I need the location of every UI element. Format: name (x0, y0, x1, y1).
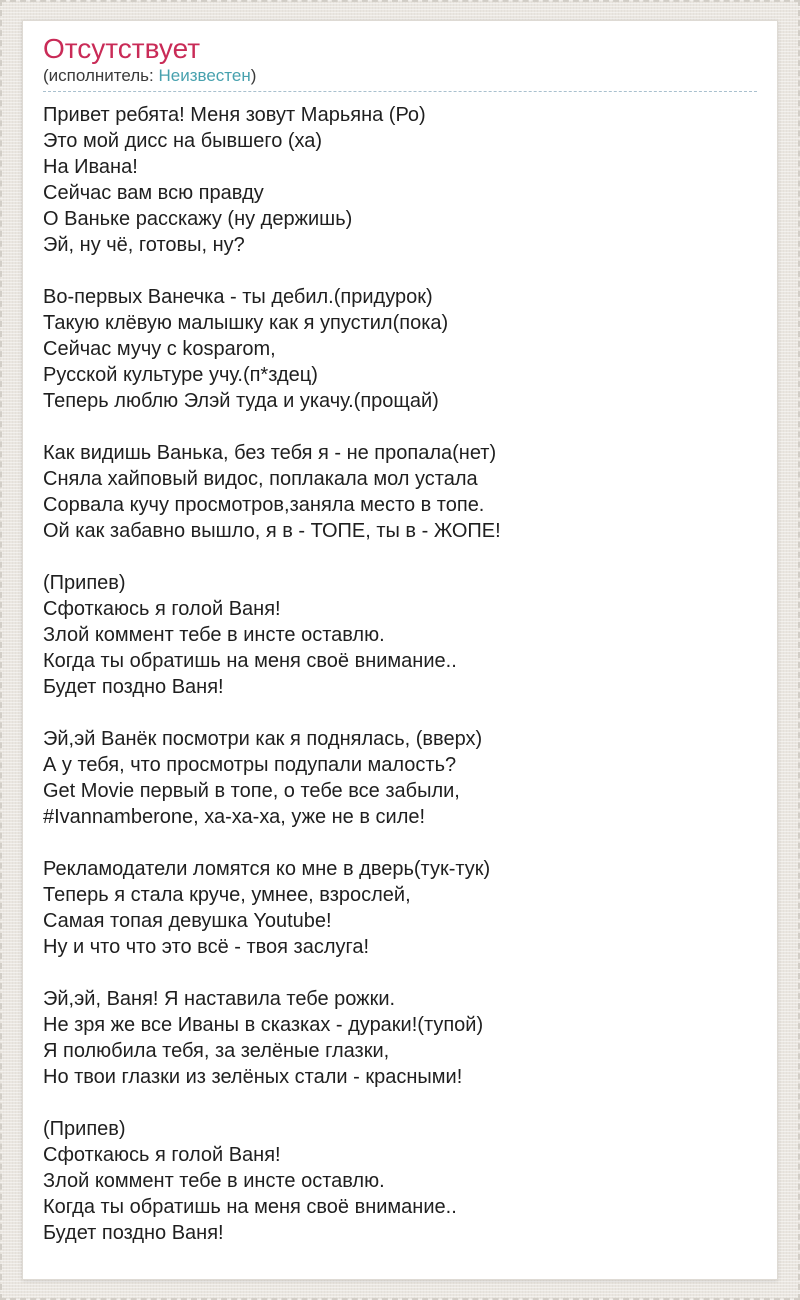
lyric-line: Я полюбила тебя, за зелёные глазки, (43, 1040, 390, 1062)
lyric-line: Рекламодатели ломятся ко мне в дверь(тук-тук) (43, 858, 491, 880)
stanza (43, 726, 757, 830)
artist-suffix: ) (250, 66, 257, 85)
stanza (43, 570, 757, 700)
lyric-line: (Припев) (43, 572, 126, 594)
lyrics (43, 102, 757, 1246)
lyric-line: Не зря же все Иваны в сказках - дураки!(тупой) (43, 1014, 484, 1036)
lyric-line: Будет поздно Ваня! (43, 676, 224, 698)
lyric-line: О Ваньке расскажу (ну держишь) (43, 208, 353, 230)
lyric-line: Теперь люблю Элэй туда и укачу.(прощай) (43, 390, 439, 412)
lyric-line: Сейчас вам всю правду (43, 182, 264, 204)
lyric-line: Эй,эй, Ваня! Я наставила тебе рожки. (43, 988, 396, 1010)
lyric-line: Сорвала кучу просмотров,заняла место в топе. (43, 494, 485, 516)
lyric-line: Во-первых Ванечка - ты дебил.(придурок) (43, 286, 433, 308)
lyric-line: Когда ты обратишь на меня своё внимание.. (43, 1196, 457, 1218)
stanza (43, 284, 757, 414)
lyric-line: #Ivannamberone, ха-ха-ха, уже не в силе! (43, 806, 426, 828)
lyric-line: Эй, ну чё, готовы, ну? (43, 234, 245, 256)
lyric-line: Злой коммент тебе в инсте оставлю. (43, 1170, 385, 1192)
artist-link[interactable]: Неизвестен (158, 66, 251, 85)
lyric-line: Привет ребята! Меня зовут Марьяна (Ро) (43, 104, 426, 126)
lyric-line: Сфоткаюсь я голой Ваня! (43, 598, 281, 620)
lyric-line: Get Movie первый в топе, о тебе все забыли, (43, 780, 460, 802)
lyric-line: Будет поздно Ваня! (43, 1222, 224, 1244)
lyric-line: Такую клёвую малышку как я упустил(пока) (43, 312, 449, 334)
lyric-line: Злой коммент тебе в инсте оставлю. (43, 624, 385, 646)
lyrics-card (22, 20, 778, 1280)
lyric-line: Ой как забавно вышло, я в - ТОПЕ, ты в - ЖОПЕ! (43, 520, 501, 542)
stanza (43, 102, 757, 258)
lyric-line: Русской культуре учу.(п*здец) (43, 364, 318, 386)
stanza (43, 440, 757, 544)
lyric-line: Ну и что что это всё - твоя заслуга! (43, 936, 370, 958)
stanza (43, 856, 757, 960)
artist-prefix: (исполнитель: (43, 66, 159, 85)
lyric-line: Сфоткаюсь я голой Ваня! (43, 1144, 281, 1166)
stanza (43, 986, 757, 1090)
stanza (43, 1116, 757, 1246)
lyric-line: Самая топая девушка Youtube! (43, 910, 332, 932)
lyric-line: Теперь я стала круче, умнее, взрослей, (43, 884, 411, 906)
lyric-line: Сейчас мучу с kosparom, (43, 338, 276, 360)
song-header (43, 35, 757, 92)
lyric-line: А у тебя, что просмотры подупали малость? (43, 754, 457, 776)
lyric-line: Сняла хайповый видос, поплакала мол устала (43, 468, 478, 490)
lyric-line: Это мой дисс на бывшего (ха) (43, 130, 323, 152)
lyric-line: На Ивана! (43, 156, 138, 178)
lyric-line: (Припев) (43, 1118, 126, 1140)
lyric-line: Как видишь Ванька, без тебя я - не пропала(нет) (43, 442, 497, 464)
lyric-line: Когда ты обратишь на меня своё внимание.. (43, 650, 457, 672)
lyric-line: Эй,эй Ванёк посмотри как я поднялась, (вверх) (43, 728, 483, 750)
artist-line (43, 63, 757, 92)
lyric-line: Но твои глазки из зелёных стали - красными! (43, 1066, 463, 1088)
song-title: Отсутствует (43, 33, 201, 64)
